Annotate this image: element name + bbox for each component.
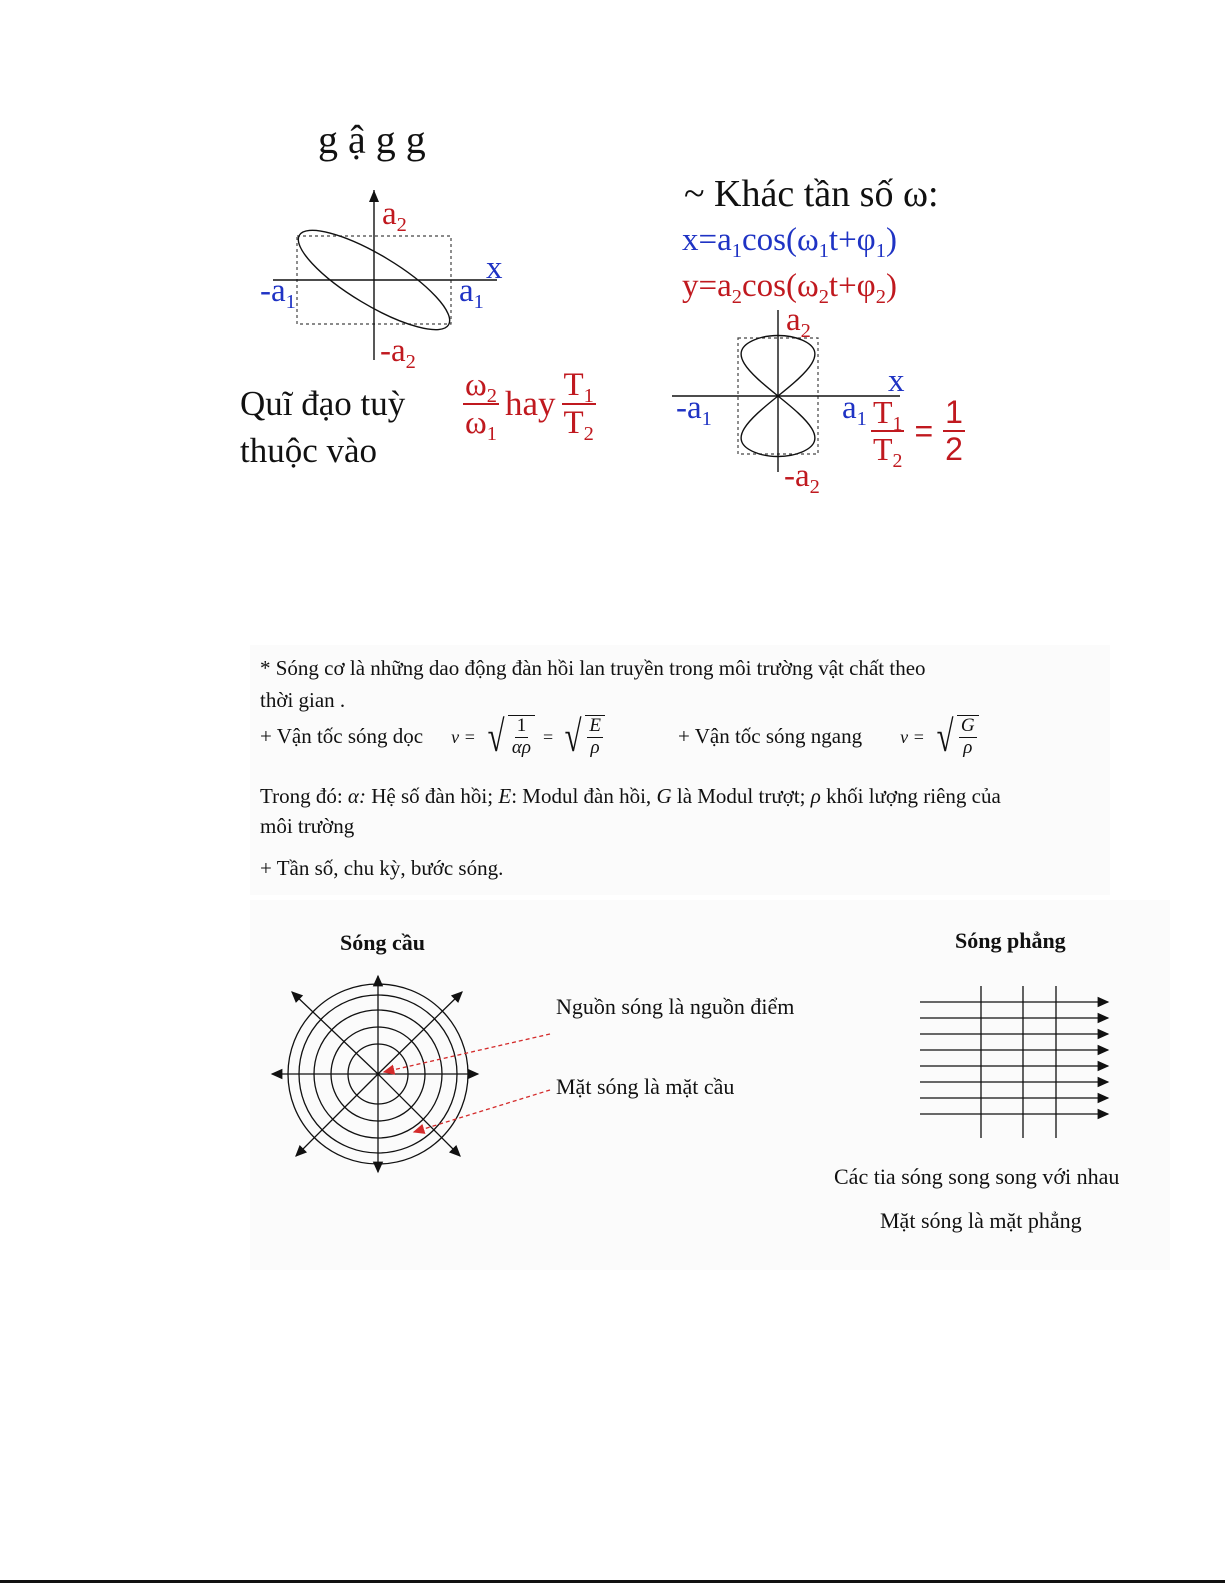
right-neg-a1-label: $-a_1$ [676, 390, 712, 431]
omega-ratio-fraction: $\frac{\omega_2}{\omega_1}$ [465, 367, 497, 445]
wave-diagram-panel [250, 900, 1170, 1270]
wave-text-panel [250, 645, 1110, 895]
plane-wave-fronts [981, 986, 1056, 1138]
plane-wave-caption-2: Mặt sóng là mặt phẳng [880, 1208, 1082, 1233]
longitudinal-speed-row: + Vận tốc sóng dọc v = √ $\frac{1}{\alpha\rho}$ = √ $\frac{E}{\rho}$ [260, 715, 605, 759]
plane-wave-title: Sóng phẳng [955, 928, 1066, 953]
right-a2-label: $a_2$ [786, 302, 811, 343]
wave-definition-line2: thời gian . [260, 688, 346, 712]
equation-y: $y=a_2\cos(\omega_2t+\varphi_2)$ [682, 268, 897, 309]
frequency-ratio-expression [463, 367, 596, 445]
point-source-label: Nguồn sóng là nguồn điểm [556, 994, 795, 1019]
equation-x: $x=a_1\cos(\omega_1t+\varphi_1)$ [682, 222, 897, 263]
left-neg-a2-label: $-a_2$ [380, 333, 416, 374]
page-bottom-border [0, 1580, 1225, 1583]
frequency-line: + Tần số, chu kỳ, bước sóng. [260, 856, 504, 880]
trajectory-text-line1: Quĩ đạo tuỳ [240, 384, 406, 423]
trajectory-text [240, 380, 405, 474]
left-neg-a1-label: $-a_1$ [260, 273, 296, 314]
plane-wave-caption-1: Các tia sóng song song với nhau [834, 1164, 1120, 1189]
trajectory-text-line2: thuộc vào [240, 431, 378, 470]
symbol-definitions: Trong đó: α: Hệ số đàn hồi; E: Modul đàn hồi, G là Modul trượt; ρ khối lượng riêng của [260, 784, 1001, 808]
symbol-definitions-line2: môi trường [260, 814, 355, 838]
left-x-axis-label: x [486, 250, 503, 286]
period-ratio-fraction: $\frac{T_1}{T_2}$ [563, 367, 594, 445]
wave-definition-line1: * Sóng cơ là những dao động đàn hồi lan truyền trong môi trường vật chất theo [260, 656, 926, 680]
y-axis-arrow [369, 190, 379, 202]
period-ratio-equation: $\frac{T_1}{T_2}$ = $\frac{1}{2}$ [873, 394, 963, 472]
spherical-wave-title: Sóng cầu [340, 930, 425, 955]
cropped-heading-fragment: g ậ g g [318, 117, 426, 162]
right-neg-a2-label: $-a_2$ [784, 458, 820, 499]
left-a1-label: $a_1$ [459, 273, 484, 314]
right-a1-label: $a_1$ [842, 390, 867, 431]
hay-word: hay [504, 384, 556, 424]
transverse-speed-row: + Vận tốc sóng ngang v = √ $\frac{G}{\rho}$ [678, 715, 979, 759]
spherical-surface-label: Mặt sóng là mặt cầu [556, 1074, 735, 1099]
frequency-header: ~ Khác tần số ω: [684, 173, 939, 215]
left-a2-label: $a_2$ [382, 196, 407, 237]
right-x-axis-label: x [888, 363, 905, 399]
plane-wave-rays [920, 1002, 1108, 1114]
